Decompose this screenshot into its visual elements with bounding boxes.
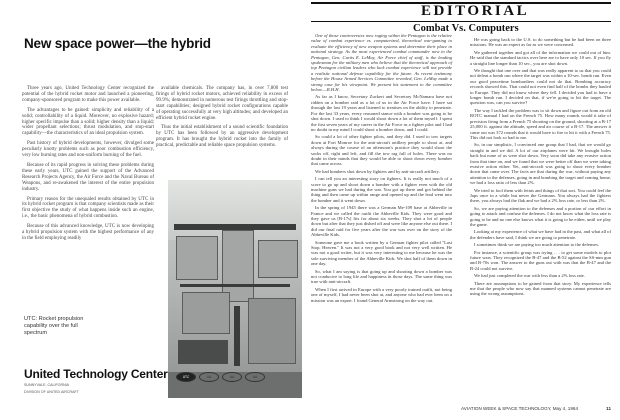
title-rule [311, 21, 611, 22]
ad-logo-ovals [176, 372, 265, 382]
editorial-paragraph: There are assumptions to be gained from that story. My experience tells me that the people who now say that manned systems cannot penetrate are using the wrong assumptions. [470, 280, 611, 297]
ad-paragraph: Past history of hybrid developments, however, divulged some peculiarly knotty problems such as poor combustion efficiency, very low burning rates and non-uniform burning of the fuel. [22, 141, 154, 159]
utc-logo-icon: UTC [176, 372, 196, 382]
editorial-left-column [311, 33, 452, 305]
ua-logo-icon: UA [222, 372, 242, 382]
editorial-right-column [470, 37, 611, 299]
ad-brand-location: SUNNYVALE, CALIFORNIA [24, 383, 70, 387]
editorial-paragraph: We thought that one over and that was really apparent to us that you could not defeat a bomb run where the target was within a 10-sec. bomb run. Even our good peacetime bombardiers could not do that. Bombing accuracy records showed this. That could not even find half of the bombs they hauled to Europe. They did not know where they fell. I decided you had to have a longer bomb run. I decided on that, if we're going to hit the target. The question was, can you survive? [470, 68, 611, 106]
editorial-paragraph: So, we are paying attention to the defenses and a portion of our effort in going to attack and confuse the defenses. I do not know what the loss rate is going to be and no one else knows what it is going to be either, until we play the game. [470, 205, 611, 227]
editorial-paragraph: So could a lot of other fighter pilots, and they did. I used to tow targets down at Fort Monroe for the anti-aircraft artillery people to shoot at, and always during the course of an afternoon's practice they would shoot the socks off, right and left, and fill the tow rag full of holes. There was no doubt in their minds that they would be able to shoot down every bomber that came across. [311, 134, 452, 167]
ua-logo-icon: UA [199, 372, 219, 382]
editorial-headline: Combat Vs. Computers [413, 23, 519, 34]
editorial-paragraph: In the spring of 1945 there was a German Me-109 base at Abbeville in France and we called the outfit the Abbeville Kids. They were good and they gave us [B-17s] fits for about six weeks. They shot a lot of people down but after that they just dished off and were like anyone else out there. I did our final raid for five years after the war was over on the story of the Abbeville Kids. [311, 205, 453, 238]
editorial-paragraph: We had bombers shot down by fighters and by anti-aircraft artillery. [315, 168, 440, 174]
editorial-intro: One of those controversies now raging within the Pentagon is the relative value of combat experience vs. computerized, theoretical war-gaming to evaluate the efficiency of new weapon systems and determine their place in national strategy. As the most experienced combat commander now in the Pentagon, Gen. Curtis E. LeMay, Air Force chief of staff, is the leading spokesman for the military men who believe that the theoretical approach of top Pentagon civilian leaders who lack combat experience will not provide a realistic national defense capability for the future. As recent testimony before the House Armed Services Committee revealed, Gen. LeMay made a strong case for his viewpoint. We present his statement to the committee below.—R.H.H. [311, 33, 452, 93]
ad-paragraph: Because of its rapid progress in solving these problems during these early years, UTC gained the support of the Advanced Research Projects Agency, the Air Force and the Naval Bureau of Weapons, and re-awakened the interest of the entire propulsion industry. [22, 162, 154, 192]
ad-caption: UTC: Rocket propulsion capability over the full spectrum [24, 316, 84, 336]
ad-brand-division: DIVISION OF UNITED AIRCRAFT [24, 389, 79, 394]
ad-brand-name: United Technology Center [24, 367, 168, 381]
rocket-facility-photo [168, 180, 302, 398]
editorial-paragraph: So, what I am saying is that going up and shooting down a bomber was not conducive to long life and happiness in those days. The same thing was true with anti-aircraft. [311, 268, 452, 285]
editorial-paragraph: We gathered together and got all of the information we could out of him. He said that the standard tactics over here are to have only 10 sec. If you fly a straight line longer than 10 sec., you are shot down. [470, 49, 611, 66]
ad-paragraph: Primary reason for the unequaled results obtained by UTC in its hybrid rocket program is that company scientists made as their first objective the study of what happens inside such an engine, i.e., the basic phenomena of hybrid combustion. [22, 196, 154, 220]
ad-paragraph: Because of this advanced knowledge, UTC is now developing a hybrid propulsion system with the highest performance of any in the field employing readily [22, 224, 154, 241]
editorial-paragraph: I can tell you an interesting story on fighters. It is really not much of a score to go up and shoot down a bomber with a fighter even with the old machine guns we had during the war. You got up there and got behind the thing and then came up within range and opened up and the lead went into the bomber and it went down. [311, 176, 452, 203]
ad-body-right-column [156, 86, 288, 153]
advertisement-page [0, 0, 305, 420]
editorial-paragraph: As far as I know, Secretary Zuckert and Secretary McNamara have not ridden on a bomber raid as a lot of us in the Air Force have. I have sat through the last 19 years and listened to treatises on the ability to penetrate. For the last 33 years, every reasoned stance with a bomber was going to be shot down. I used to think I would shoot down a lot of them myself. I spent the first seven years of my career in the Air Force as a fighter pilot and I had no doubt in my mind I could shoot a bomber down, and I could. [311, 94, 452, 132]
editorial-paragraph: So, in our simplistic, I convinced one group that I had, that we would go straight in and we did. A lot of our airplanes were hit. We brought holes back but none of us were shot down. Very soon did take any evasive action from that time on, and we found that we were better off than we were taking evasive action either. Yet, anti-aircraft was going to shoot every bomber down that came over. The facts are that during the war, without paying any attention to the defenses, going in and bombing the target and coming home, we had a loss ratio of less than 2%. [470, 142, 611, 186]
editorial-paragraph: Looking at my experience of what we have had in the past, and what all of the defenders have said, I think we are going to penetrate. [470, 229, 612, 240]
editorial-paragraph: I sometimes think we are paying too much attention to the defenses. [474, 242, 600, 248]
editorial-paragraph: The way I tackled the problem was to sit down and figure out from an old ROTC manual I had on the French 75. How many rounds would it take of precision firing from a French 75 shooting on the ground, shooting at a B-17 25,000 ft. against the altitude, speed and air course of a B-17. The answer it came out was 372 rounds that it would have to fire to hit it with a French 75. This did not look so bad to me. [470, 107, 611, 140]
editorial-paragraph: Someone gave me a book written by a German fighter pilot called "Last Stop, Heaven." It was not a very good book and not very well written. He was not a good writer, but it was very interesting to me because he was the sole surviving member of the Abbeville Kids. We shot half of them down in one day. [311, 239, 452, 267]
editorial-paragraph: For instance, a scientific group was trying . . . to get some models to plot future wars. They recognized the B-47 and the B-52 against the SS-mm gun and B-70s won. The answer to the guns out with was that the B-47 and the B-24 could not survive. [470, 249, 611, 271]
editorial-paragraph: We had just completed the war with less than a 2% loss rate. [474, 273, 585, 279]
ad-headline: New space power—the hybrid [24, 36, 211, 51]
ua-logo-icon: UA [245, 372, 265, 382]
editorial-title: EDITORIAL [421, 3, 530, 19]
ad-paragraph: Three years ago, United Technology Center recognized the potential of the hybrid rocket motor and launched a pioneering, company-sponsored program to make this power available. [22, 86, 154, 103]
editorial-paragraph: When I first arrived in Europe with a very poorly trained outfit, not being one of myself, I had never been shot at, and anyone who had ever been on a mission was an expert. I found General Armstrong on the way out. [311, 286, 452, 303]
publication-line: AVIATION WEEK & SPACE TECHNOLOGY, May 4, 1964 [461, 406, 579, 411]
ad-body-left-column [22, 86, 154, 246]
editorial-paragraph: He was going back to the U.S. to do something but he had been on three missions. He was an expert as far as we were concerned. [470, 37, 611, 48]
editorial-paragraph: We tried to fool them with feints and things of that sort. You could feel the Japs once in a while but never the Germans. You always had the fighters there, you always had the flak and we had a 2% loss rate, or less than 2%. [470, 187, 611, 204]
page-number: 11 [606, 406, 611, 411]
ad-paragraph: Thus the initial establishment of a sound scientific foundation by UTC has been followed by an aggressive development program. It has brought the hybrid rocket into the family of practical, predictable and reliable space propulsion systems. [156, 125, 288, 149]
ad-brand-block [24, 367, 168, 394]
ad-paragraph: available chemicals. The company has, in over 7,800 test firings of hybrid rocket motors, achieved reliability in excess of 99.9%; demonstrated in numerous test firings throttling and stop-start capabilities; designed hybrid rocket configurations capable of operating successfully at very high altitudes; and developed an efficient hybrid rocket engine. [156, 86, 288, 121]
ad-paragraph: The advantages to be gained: simplicity and reliability of a solid; controllability of a liquid. Moreover, no explosive hazard; higher specific impulse than a solid; higher density than a liquid; wider propellant selections; thrust modulation, and stop-start capability—the characteristics of an ideal propulsion system. [22, 107, 154, 137]
